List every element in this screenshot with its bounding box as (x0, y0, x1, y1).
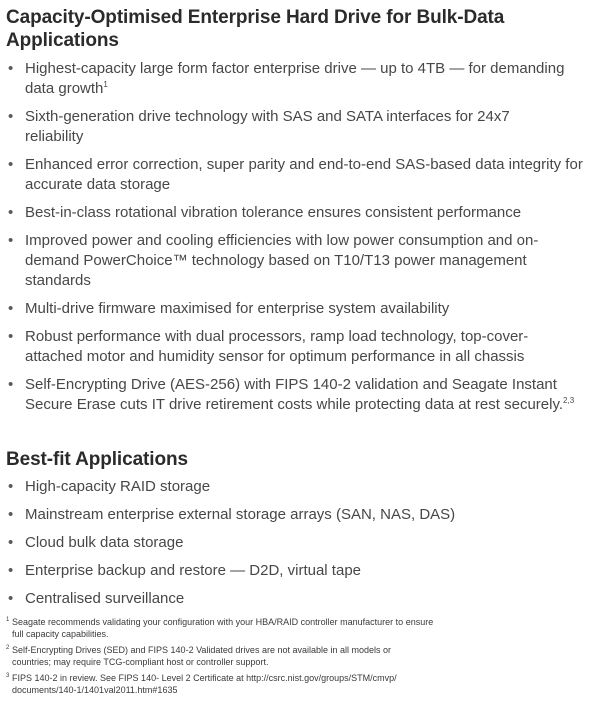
feature-item (6, 299, 585, 319)
feature-text: Multi-drive firmware maximised for enterprise system availability (25, 300, 450, 317)
applications-list (6, 477, 586, 609)
bullet-icon: • (8, 590, 14, 607)
bullet-icon: • (8, 534, 14, 551)
footnote-text: Seagate recommends validating your configuration with your HBA/RAID controller manufacturer to ensure full capacity capabilities. (12, 617, 434, 639)
application-item (6, 533, 586, 553)
footnote (6, 672, 462, 696)
feature-text: Best-in-class rotational vibration tolerance ensures consistent performance (25, 204, 522, 221)
application-text: Mainstream enterprise external storage arrays (SAN, NAS, DAS) (25, 506, 456, 523)
capacity-section (6, 6, 586, 415)
application-item (6, 561, 586, 581)
bullet-icon: • (8, 562, 14, 579)
capacity-section-title: Capacity-Optimised Enterprise Hard Drive for Bulk-Data Applications (6, 7, 505, 51)
bullet-icon: • (8, 108, 14, 125)
footnotes (6, 616, 566, 700)
footnote (6, 644, 432, 668)
application-item (6, 589, 586, 609)
application-text: Enterprise backup and restore — D2D, virtual tape (25, 562, 361, 579)
feature-item (6, 203, 590, 223)
bullet-icon: • (8, 232, 14, 249)
bullet-icon: • (8, 204, 14, 221)
feature-item (6, 155, 585, 195)
applications-section-title: Best-fit Applications (6, 449, 188, 470)
feature-text: Robust performance with dual processors, ramp load technology, top-cover-attached motor and humidity sensor for optimum performance in all chassis (25, 328, 529, 365)
feature-text: Highest-capacity large form factor enterprise drive — up to 4TB — for demanding data growth (25, 60, 565, 97)
feature-text: Enhanced error correction, super parity and end-to-end SAS-based data integrity for accurate data storage (25, 156, 583, 193)
bullet-icon: • (8, 300, 14, 317)
footnote-ref: 2,3 (563, 396, 575, 405)
application-item (6, 505, 586, 525)
application-text: High-capacity RAID storage (25, 478, 211, 495)
feature-list (6, 59, 586, 415)
footnote-text: FIPS 140-2 in review. See FIPS 140- Level 2 Certificate at http://csrc.nist.gov/groups/STM/cmvp/ documents/140-1/1401val2011.htm#1635 (12, 673, 397, 695)
feature-text: Self-Encrypting Drive (AES-256) with FIPS 140-2 validation and Seagate Instant Secure Erase cuts IT drive retirement costs while protecting data at rest securely. (25, 376, 564, 413)
bullet-icon: • (8, 60, 14, 77)
feature-item (6, 107, 565, 147)
footnote-text: Self-Encrypting Drives (SED) and FIPS 140-2 Validated drives are not available in all models or countries; may require TCG-compliant host or controller support. (12, 645, 392, 667)
feature-item (6, 59, 585, 99)
feature-item (6, 375, 590, 415)
feature-item (6, 231, 575, 291)
applications-section (6, 448, 586, 609)
bullet-icon: • (8, 376, 14, 393)
feature-item (6, 327, 585, 367)
bullet-icon: • (8, 328, 14, 345)
application-text: Centralised surveillance (25, 590, 185, 607)
bullet-icon: • (8, 506, 14, 523)
footnote (6, 616, 442, 640)
bullet-icon: • (8, 478, 14, 495)
footnote-mark: 3 (6, 673, 10, 679)
footnote-ref: 1 (103, 80, 108, 89)
application-text: Cloud bulk data storage (25, 534, 184, 551)
footnote-mark: 1 (6, 617, 10, 623)
application-item (6, 477, 586, 497)
footnote-mark: 2 (6, 645, 10, 651)
bullet-icon: • (8, 156, 14, 173)
feature-text: Improved power and cooling efficiencies with low power consumption and on-demand PowerChoice™ technology based on T10/T13 power management standards (25, 232, 539, 289)
feature-text: Sixth-generation drive technology with SAS and SATA interfaces for 24x7 reliability (25, 108, 510, 145)
